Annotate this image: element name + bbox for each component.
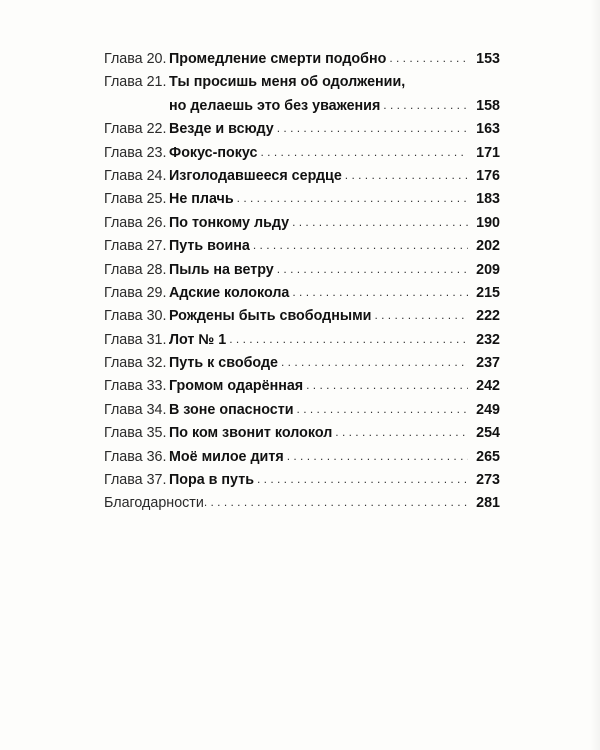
toc-entry [104,446,500,469]
leader-dots [292,211,468,234]
chapter-title: Изголодавшееся сердце [169,167,342,184]
toc-entry [104,71,500,118]
chapter-title: По тонкому льду [169,214,290,231]
chapter-title: Промедление смерти подобно [169,51,387,67]
leader-dots [257,468,468,491]
toc-entry [104,329,500,352]
page-edge-shadow [590,0,600,750]
chapter-label: Глава 20. [104,51,167,67]
toc-entry [104,142,500,165]
page-number: 209 [476,261,500,278]
toc-entry [104,375,500,398]
chapter-title: В зоне опасности [169,401,294,418]
chapter-label: Глава 26. [104,214,167,231]
chapter-title: Не плачь [169,191,234,208]
chapter-label: Глава 33. [104,378,167,395]
chapter-label: Глава 30. [104,308,167,325]
leader-dots [345,164,468,187]
chapter-title: Лот № 1 [169,331,227,348]
chapter-title: Пора в путь [169,472,254,489]
leader-dots [237,187,468,210]
chapter-label: Глава 23. [104,144,167,161]
page-number: 222 [476,308,500,325]
toc-entry [104,399,500,422]
acknowledgements-title: Благодарности [104,495,204,512]
chapter-label: Глава 27. [104,238,167,255]
page-number: 273 [476,472,500,489]
page-number: 237 [476,355,500,372]
leader-dots [374,304,468,327]
page-number: 190 [476,214,500,231]
table-of-contents [104,48,500,516]
page-number: 265 [476,448,500,465]
chapter-title: Адские колокола [169,284,290,301]
page-number: 249 [476,401,500,418]
leader-dots [287,445,468,468]
chapter-label: Глава 34. [104,401,167,418]
toc-entry [104,188,500,211]
page-number: 242 [476,378,500,395]
chapter-title: Ты просишь меня об одолжении, [169,74,406,91]
leader-dots [306,374,468,397]
toc-entry [104,259,500,282]
chapter-label: Глава 25. [104,191,167,208]
chapter-title-continued: но делаешь это без уважения [169,97,381,114]
leader-dots [277,117,468,140]
chapter-title: По ком звонит колокол [169,425,333,442]
page-number: 281 [476,495,500,512]
chapter-label: Глава 35. [104,425,167,442]
leader-dots [229,328,468,351]
chapter-title: Путь воина [169,238,250,255]
toc-entry [104,305,500,328]
chapter-label: Глава 31. [104,331,167,348]
page-number: 202 [476,238,500,255]
leader-dots [253,234,468,257]
leader-dots [297,398,468,421]
leader-dots [383,94,468,117]
chapter-title: Пыль на ветру [169,261,274,278]
leader-dots [277,258,468,281]
chapter-label: Глава 22. [104,121,167,138]
page-number: 215 [476,284,500,301]
chapter-label: Глава 32. [104,355,167,372]
chapter-label: Глава 29. [104,284,167,301]
leader-dots [204,491,468,514]
chapter-title: Рождены быть свободными [169,308,372,325]
page-number: 171 [476,144,500,161]
chapter-label: Глава 28. [104,261,167,278]
page-number: 153 [476,51,500,67]
chapter-label: Глава 24. [104,167,167,184]
toc-entry [104,235,500,258]
toc-entry [104,212,500,235]
toc-entry [104,282,500,305]
page-number: 176 [476,167,500,184]
chapter-label: Глава 21. [104,74,167,91]
leader-dots [260,141,468,164]
toc-entry [104,118,500,141]
page-number: 254 [476,425,500,442]
leader-dots [389,47,468,70]
chapter-title: Громом одарённая [169,378,304,395]
page-number: 183 [476,191,500,208]
toc-entry [104,165,500,188]
leader-dots [292,281,468,304]
page-number: 163 [476,121,500,138]
toc-entry [104,48,500,71]
chapter-label: Глава 36. [104,448,167,465]
page-number: 232 [476,331,500,348]
leader-dots [281,351,468,374]
chapter-title: Фокус-покус [169,144,258,161]
chapter-label: Глава 37. [104,472,167,489]
toc-entry [104,469,500,492]
toc-entry [104,352,500,375]
page-number: 158 [476,97,500,114]
toc-entry [104,422,500,445]
chapter-title: Моё милое дитя [169,448,284,465]
chapter-title: Путь к свободе [169,355,278,372]
leader-dots [335,421,468,444]
chapter-title: Везде и всюду [169,121,274,138]
toc-entry-acknowledgements [104,492,500,515]
